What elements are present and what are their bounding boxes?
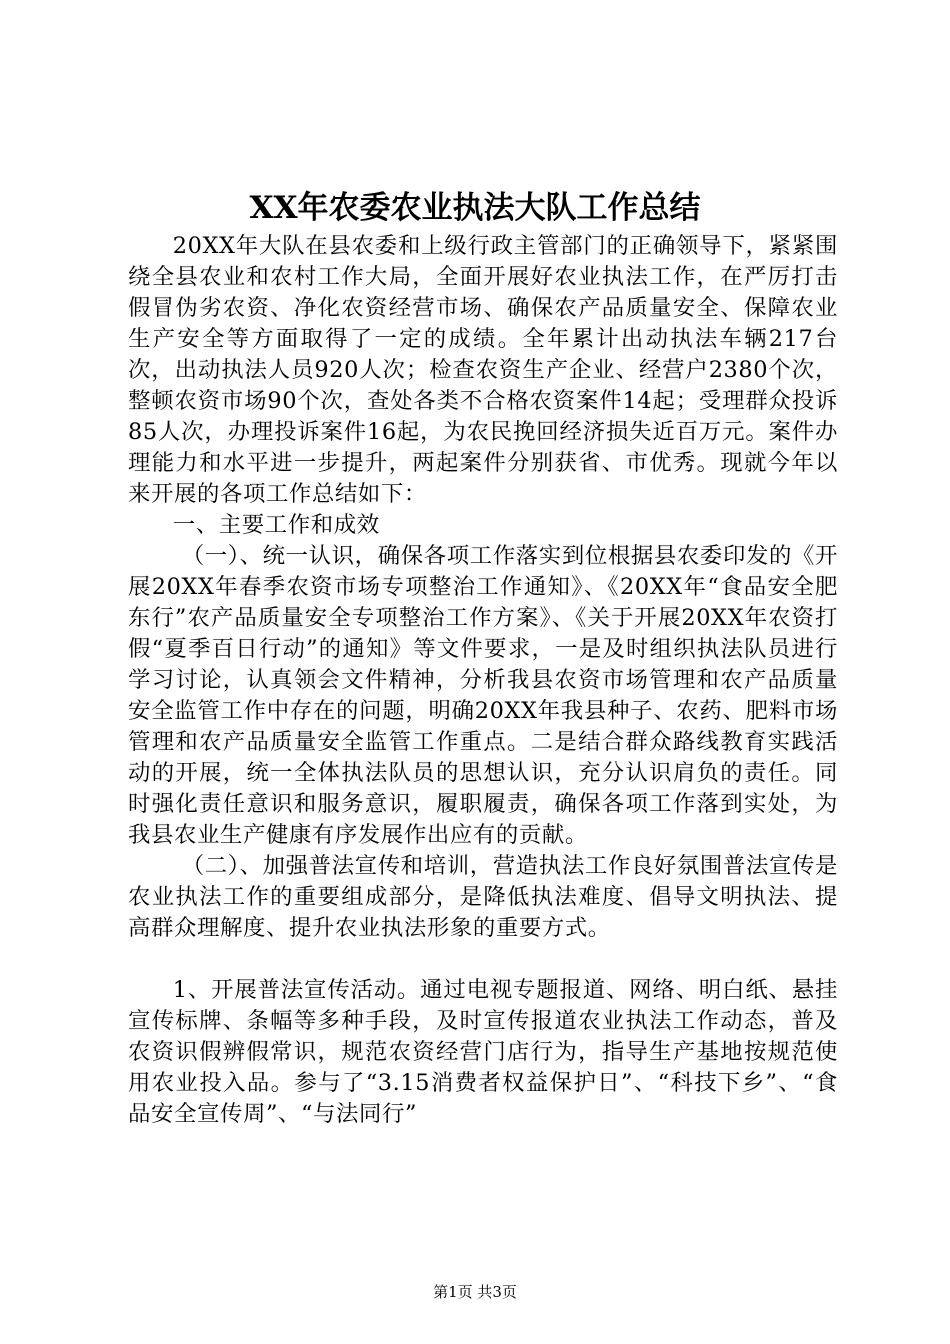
paragraph-legal-publicity: （二）、加强普法宣传和培训，营造执法工作良好氛围普法宣传是农业执法工作的重要组成部分，是降低执法难度、倡导文明执法、提高群众理解度、提升农业执法形象的重要方式。 [128, 853, 838, 941]
document-title: XX年农委农业执法大队工作总结 [249, 190, 701, 226]
page-footer: 第1页 共3页 [433, 1283, 517, 1301]
paragraph-intro: 20XX年大队在县农委和上级行政主管部门的正确领导下，紧紧围绕全县农业和农村工作大局，全面开展好农业执法工作，在严厉打击假冒伪劣农资、净化农资经营市场、确保农产品质量安全、保障农业生产安全等方面取得了一定的成绩。全年累计出动执法车辆217台次，出动执法人员920人次；检查农资生产企业、经营户2380个次，整顿农资市场90个次，查处各类不合格农资案件14起；受理群众投诉85人次，办理投诉案件16起，为农民挽回经济损失近百万元。案件办理能力和水平进一步提升，两起案件分别获省、市优秀。现就今年以来开展的各项工作总结如下： [128, 233, 838, 507]
paragraph-spacer [128, 944, 838, 975]
section-heading-main-work: 一、主要工作和成效 [172, 512, 380, 538]
paragraph-unify-understanding: （一）、统一认识，确保各项工作落实到位根据县农委印发的《开展20XX年春季农资市场专项整治工作通知》、《20XX年“食品安全肥东行”农产品质量安全专项整治工作方案》、《关于开展20XX年农资打假“夏季百日行动”的通知》等文件要求，一是及时组织执法队员进行学习讨论，认真领会文件精神，分析我县农资市场管理和农产品质量安全监管工作中存在的问题，明确20XX年我县种子、农药、肥料市场管理和农产品质量安全监管工作重点。二是结合群众路线教育实践活动的开展，统一全体执法队员的思想认识，充分认识肩负的责任。同时强化责任意识和服务意识，履职履责，确保各项工作落到实处，为我县农业生产健康有序发展作出应有的贡献。 [128, 543, 838, 848]
paragraph-publicity-activities: 1、开展普法宣传活动。通过电视专题报道、网络、明白纸、悬挂宣传标牌、条幅等多种手段，及时宣传报道农业执法工作动态，普及农资识假辨假常识，规范农资经营门店行为，指导生产基地按规范使用农业投入品。参与了“3.15消费者权益保护日”、“科技下乡”、“食品安全宣传周”、“与法同行” [128, 977, 838, 1127]
document-body [128, 231, 838, 1130]
